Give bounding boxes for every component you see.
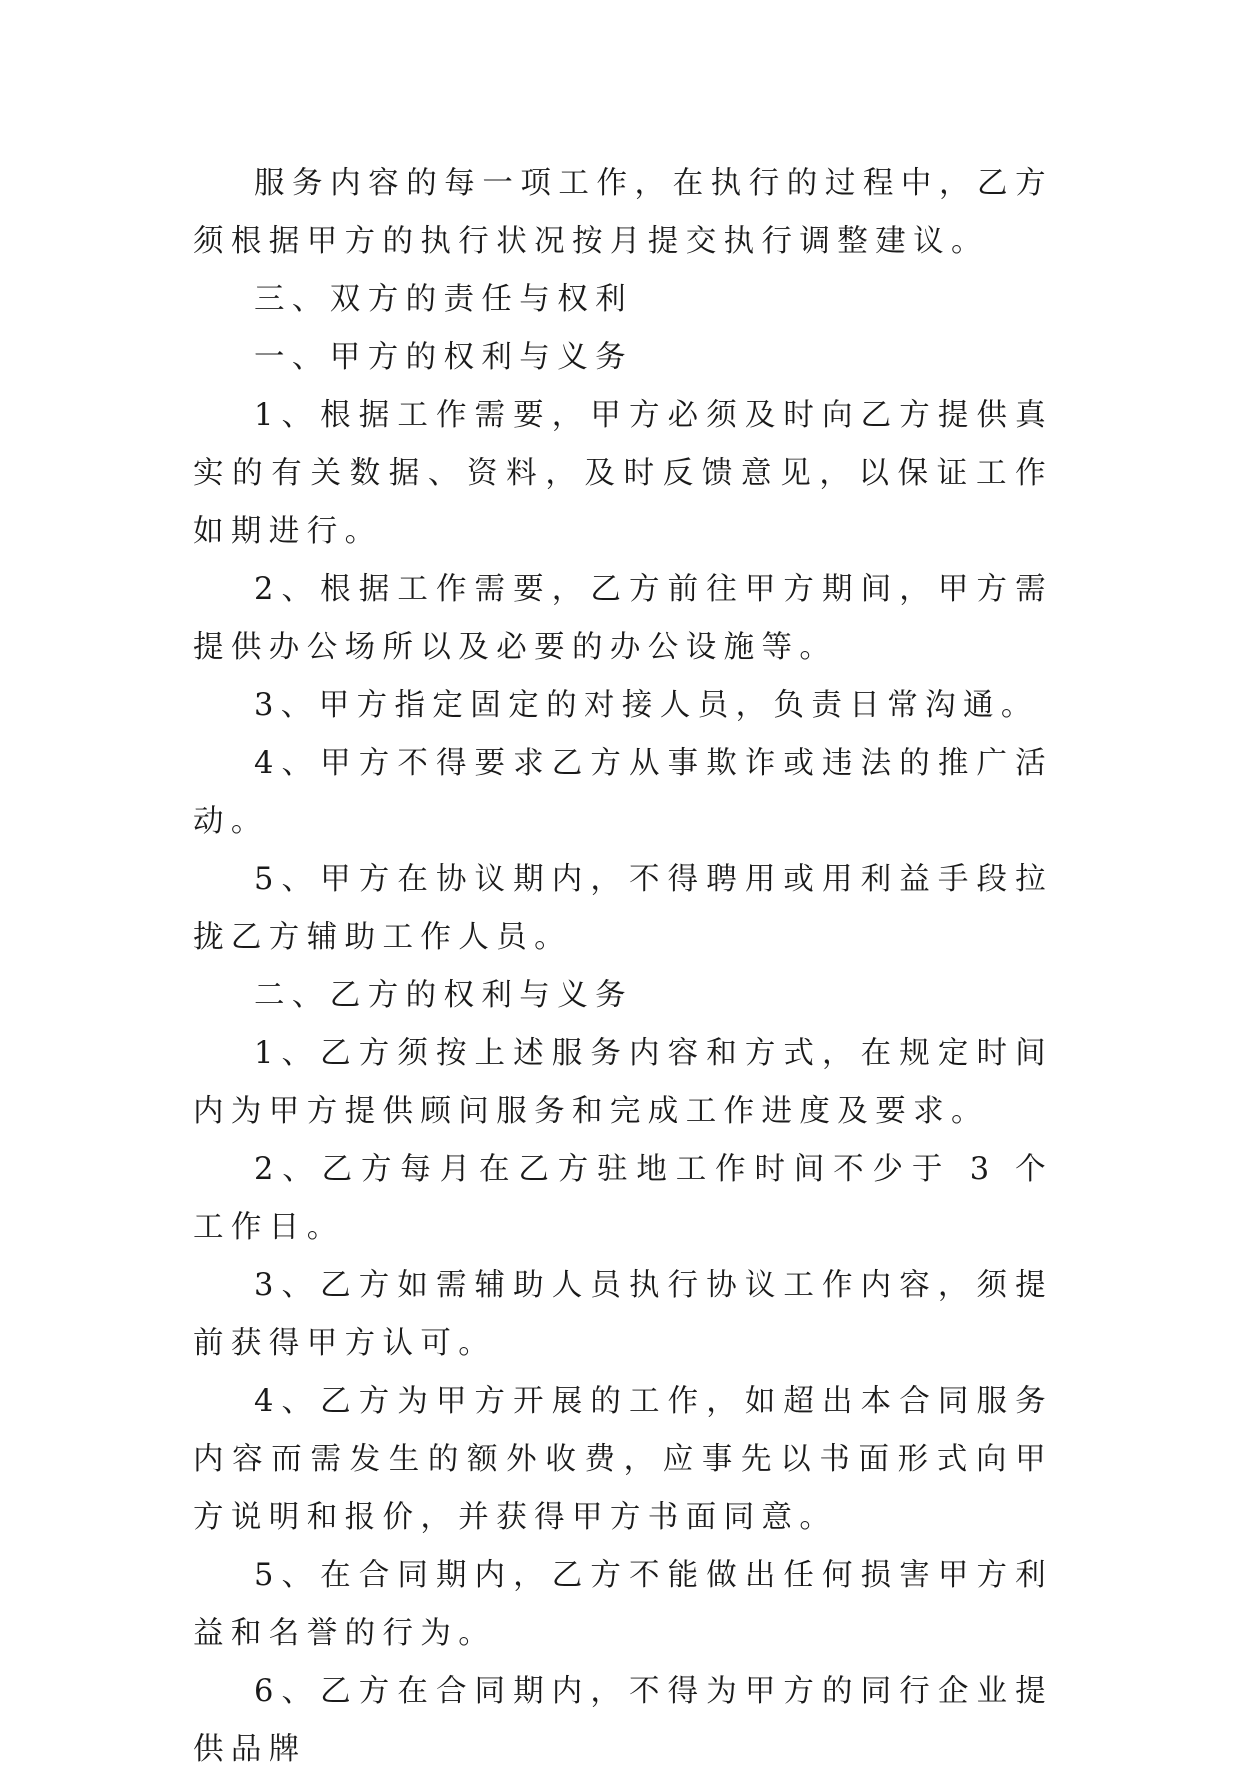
- clause-b-5: 5、在合同期内，乙方不能做出任何损害甲方利益和名誉的行为。: [193, 1558, 1053, 1651]
- clause-b-6: 6、乙方在合同期内，不得为甲方的同行企业提供品牌: [193, 1674, 1053, 1767]
- clause-a-2: 2、根据工作需要，乙方前往甲方期间，甲方需提供办公场所以及必要的办公设施等。: [193, 572, 1053, 665]
- clause-a-5: 5、甲方在协议期内，不得聘用或用利益手段拉拢乙方辅助工作人员。: [193, 862, 1053, 955]
- heading-party-b-rights: 二、乙方的权利与义务: [254, 978, 633, 1013]
- clause-a-4: 4、甲方不得要求乙方从事欺诈或违法的推广活动。: [193, 746, 1053, 839]
- paragraph-service-adjustment: 服务内容的每一项工作，在执行的过程中，乙方须根据甲方的执行状况按月提交执行调整建议。: [193, 166, 1053, 259]
- clause-a-3: 3、甲方指定固定的对接人员，负责日常沟通。: [254, 688, 1039, 723]
- clause-b-4: 4、乙方为甲方开展的工作，如超出本合同服务内容而需发生的额外收费，应事先以书面形式向甲方说明和报价，并获得甲方书面同意。: [193, 1384, 1053, 1535]
- document-body: [193, 155, 1053, 1779]
- clause-b-1: 1、乙方须按上述服务内容和方式，在规定时间内为甲方提供顾问服务和完成工作进度及要求。: [193, 1036, 1053, 1129]
- clause-b-2: 2、乙方每月在乙方驻地工作时间不少于 3 个工作日。: [193, 1152, 1053, 1245]
- clause-a-1: 1、根据工作需要，甲方必须及时向乙方提供真实的有关数据、资料，及时反馈意见，以保证工作如期进行。: [193, 398, 1053, 549]
- heading-responsibilities-rights: 三、双方的责任与权利: [254, 282, 633, 317]
- clause-b-3: 3、乙方如需辅助人员执行协议工作内容，须提前获得甲方认可。: [193, 1268, 1053, 1361]
- heading-party-a-rights: 一、甲方的权利与义务: [254, 340, 633, 375]
